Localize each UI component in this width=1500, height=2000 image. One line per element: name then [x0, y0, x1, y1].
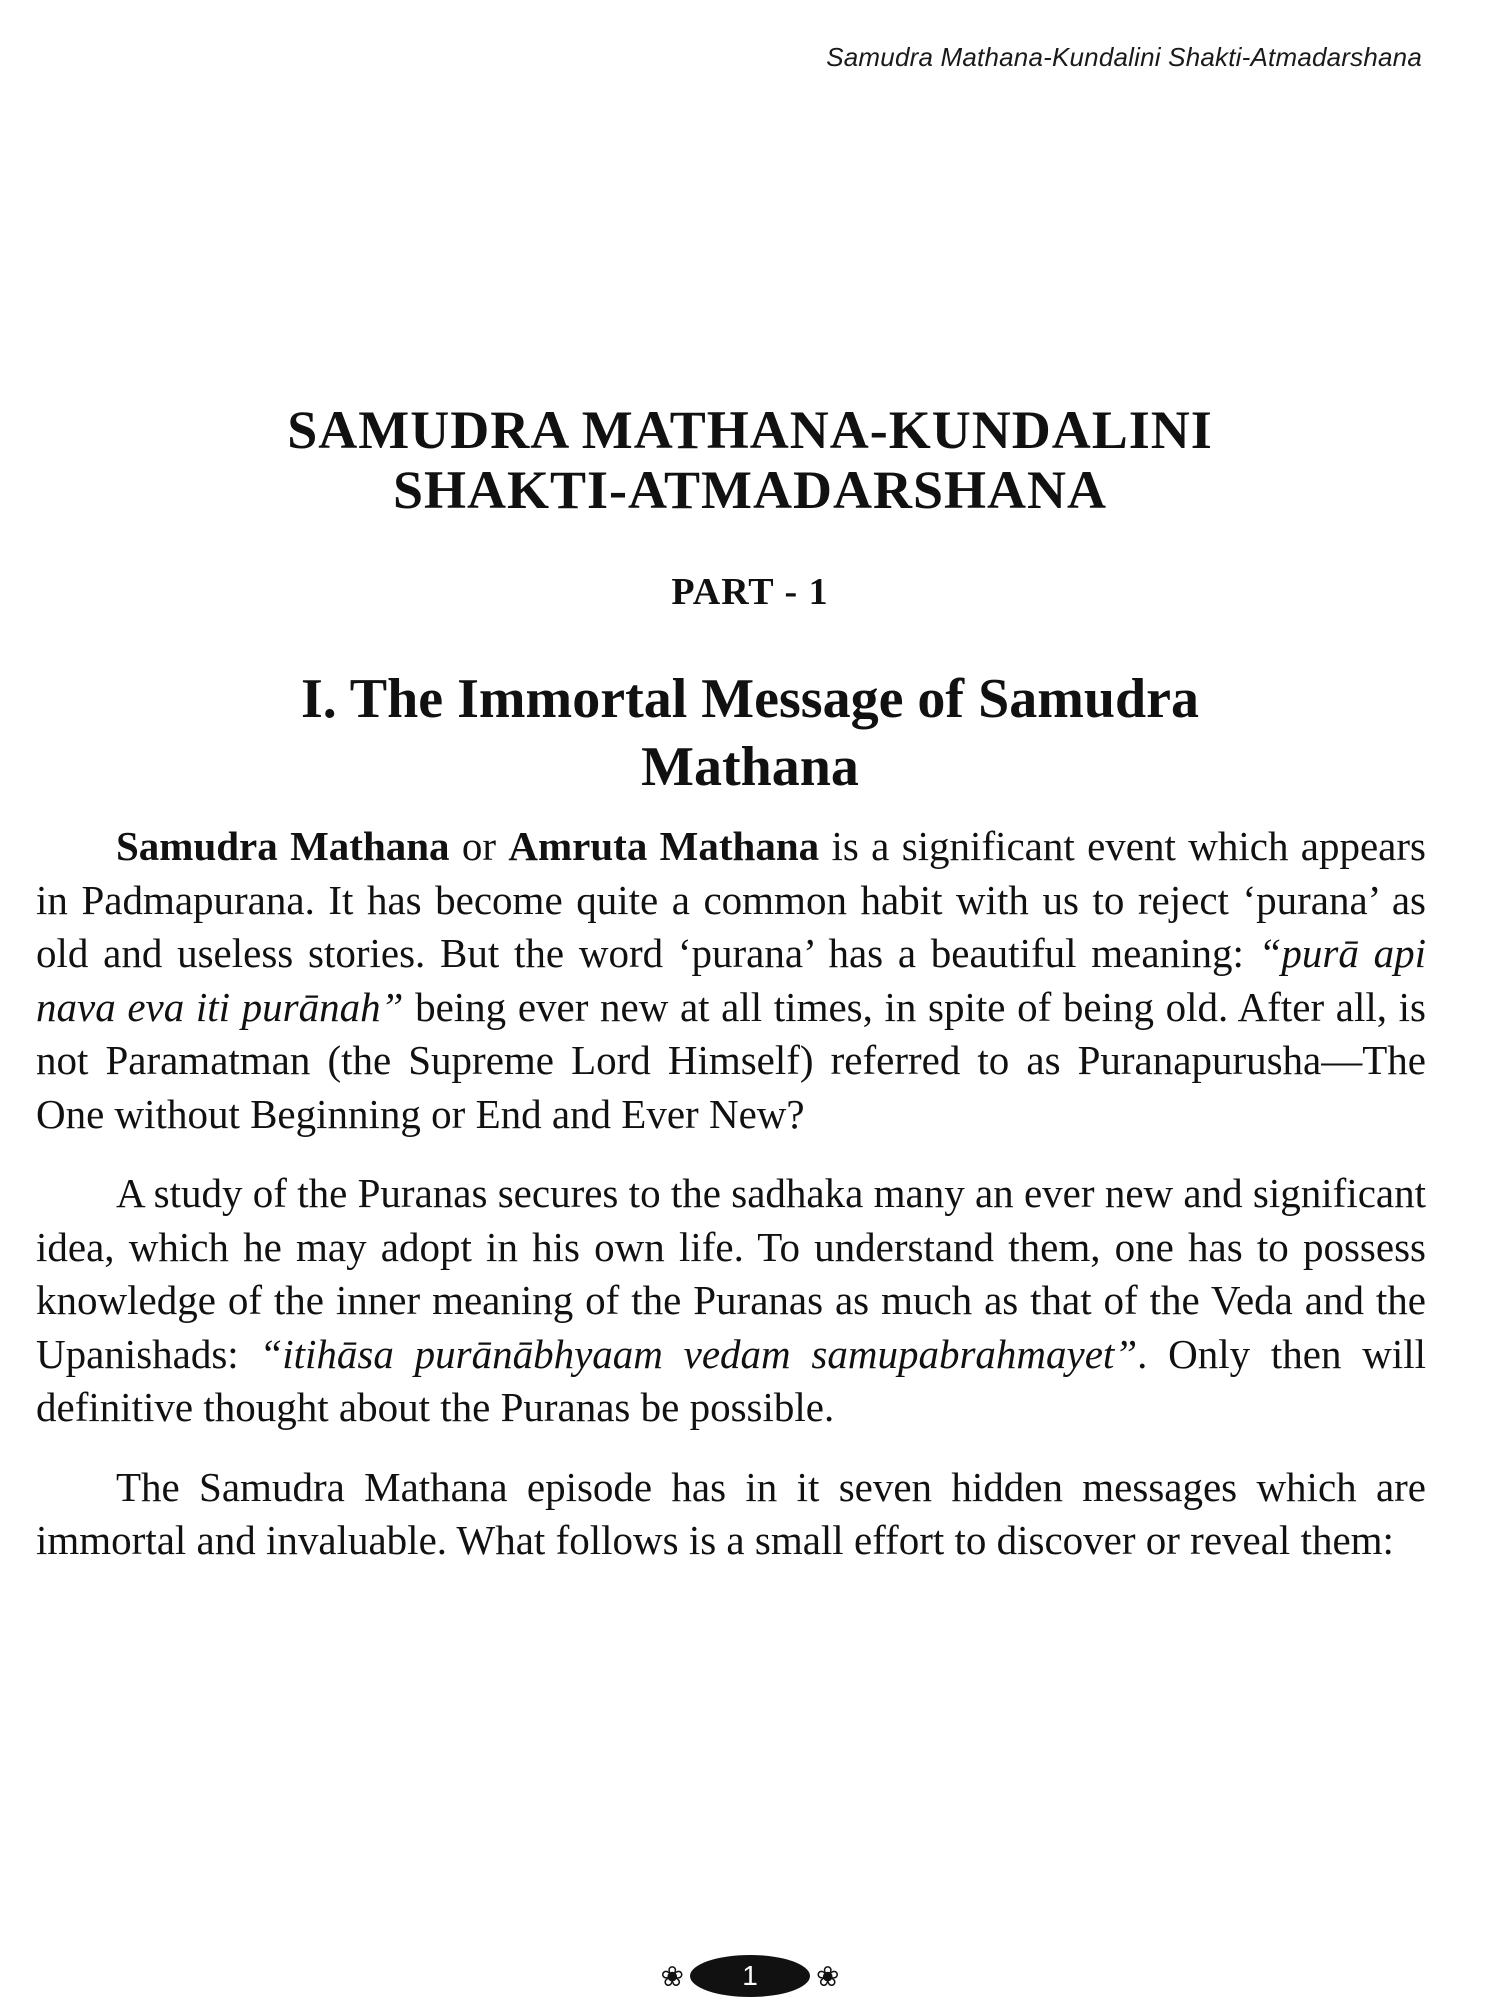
term-amruta-mathana: Amruta Mathana: [508, 823, 820, 869]
paragraph-2: [36, 1167, 1426, 1435]
book-title-line-2: SHAKTI-ATMADARSHANA: [392, 460, 1108, 520]
flourish-icon: ❀: [660, 1959, 684, 1993]
running-header: Samudra Mathana-Kundalini Shakti-Atmadarshana: [826, 42, 1422, 72]
flourish-icon: ❀: [816, 1959, 840, 1993]
page-number: 1: [690, 1955, 810, 1997]
part-label: PART - 1: [671, 571, 829, 613]
page-footer: [0, 1955, 1500, 1997]
paragraph-3: The Samudra Mathana episode has in it seven hidden messages which are immortal and invaluable. What follows is a small effort to discover or reveal them:: [36, 1463, 1426, 1563]
paragraph-1-text-b: being ever new at all times, in spite of being old. After all, is not Paramatman (the Supreme Lord Himself) referred to as Puranapurusha—The One without Beginning or End and Ever New?: [36, 983, 1427, 1137]
chapter-title-line-1: I. The Immortal Message of Samudra: [300, 668, 1200, 730]
chapter-title-line-2: Mathana: [641, 736, 859, 798]
paragraph-1: [36, 820, 1426, 1141]
paragraph-1-connector: or: [449, 823, 509, 869]
sanskrit-quote-itihasa: “itihāsa purānābhyaam vedam samupabrahmayet”: [259, 1330, 1138, 1377]
paragraph-2-text-a: A study of the Puranas secures to the sadhaka many an ever new and significant idea, which he may adopt in his own life. To understand them, one has to possess knowledge of the inner meaning of the Puranas as much as that of the Veda and the Upanishads:: [36, 1170, 1426, 1377]
paragraph-1-text-a: is a significant event which appears in Padmapurana. It has become quite a common habit with us to reject ‘purana’ as old and useless stories. But the word ‘purana’ has a beautiful meaning:: [36, 823, 1426, 976]
book-title: [60, 400, 1440, 520]
sanskrit-quote-purana: “purā api nava eva iti purānah”: [36, 930, 1426, 1030]
chapter-title: [60, 665, 1440, 801]
body-text: [36, 820, 1426, 1594]
term-samudra-mathana: Samudra Mathana: [116, 823, 450, 869]
paragraph-2-text-b: . Only then will definitive thought about the Puranas be possible.: [36, 1330, 1426, 1430]
book-title-line-1: SAMUDRA MATHANA-KUNDALINI: [287, 400, 1213, 460]
